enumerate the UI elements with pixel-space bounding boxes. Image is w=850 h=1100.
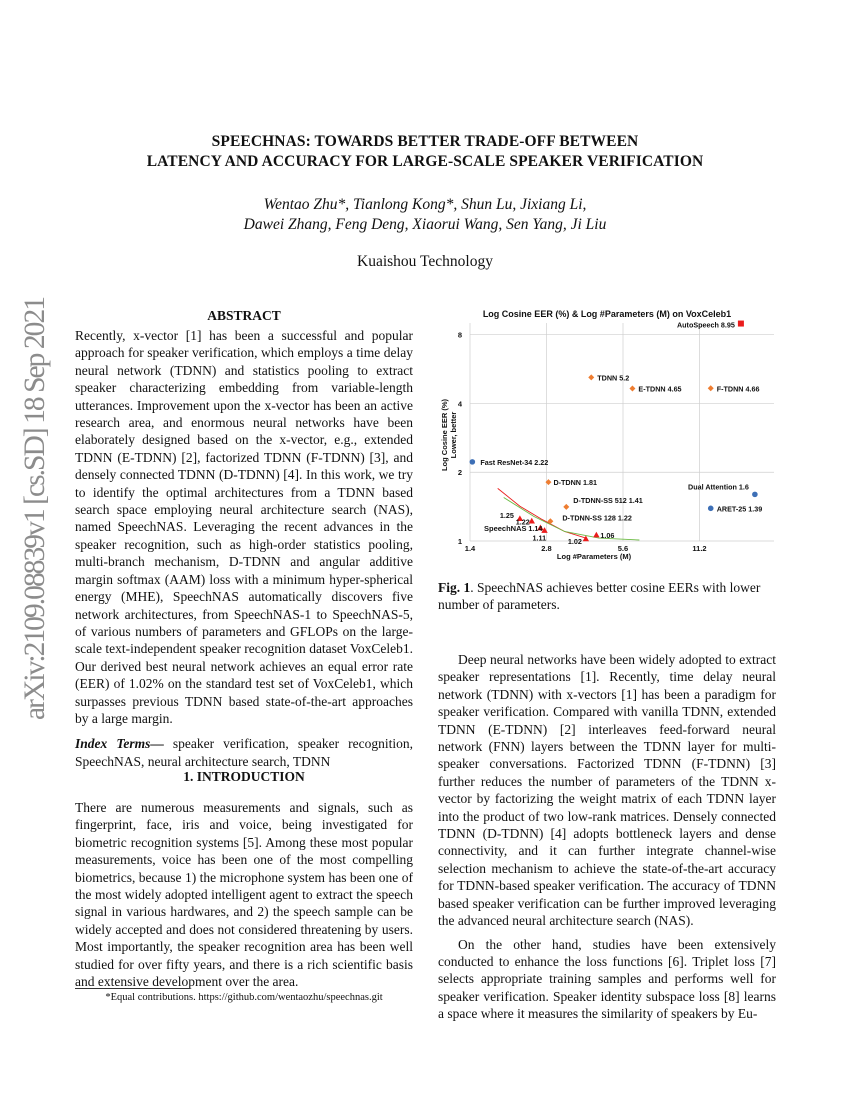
point-label: F-TDNN 4.66 [716, 384, 760, 394]
figure-1 [438, 305, 776, 565]
y-tick-label: 8 [457, 330, 462, 340]
point-label: 1.06 [600, 531, 615, 541]
chart-title: Log Cosine EER (%) & Log #Parameters (M) on VoxCeleb1 [482, 309, 732, 319]
x-tick-label: 2.8 [541, 544, 552, 553]
footnote-rule [75, 988, 190, 989]
abstract-heading: ABSTRACT [207, 308, 281, 323]
circle-marker [752, 492, 758, 498]
point-label: AutoSpeech 8.95 [676, 320, 735, 330]
point-label: Dual Attention 1.6 [688, 482, 749, 492]
figure-1-caption-label: Fig. 1 [438, 580, 471, 595]
introduction-para-1: There are numerous measurements and signals, such as fingerprint, face, iris and voice, being investigated for biometric recognition systems [5]. Among these most popular measurements, voice has been one of the most compelling biometrics, because 1) the microphone system has been one of the most widely adopted intelligent agent to extract the speech signal in various hardwares, and 2) the speech sample can be widely accepted and does not considered threatening by users. Most importantly, the speaker recognition area has been well studied for over fifty years, and there is a rich scientific basis and extensive development over the area. [75, 800, 413, 990]
point-label: ARET-25 1.39 [716, 504, 763, 514]
diamond-marker [708, 385, 714, 391]
diamond-marker [588, 374, 594, 380]
point-label: 1.22 [515, 517, 530, 527]
x-tick-label: 11.2 [692, 544, 707, 553]
point-label: 1.14 [528, 523, 543, 533]
authors-line-2: Dawei Zhang, Feng Deng, Xiaorui Wang, Sen Yang, Ji Liu [243, 216, 607, 233]
title-line-1: SPEECHNAS: TOWARDS BETTER TRADE-OFF BETWEEN [211, 133, 639, 150]
chart-ylabel-2: Lower, better [449, 411, 458, 459]
affiliation: Kuaishou Technology [357, 253, 493, 270]
point-label: D-TDNN 1.81 [553, 478, 597, 488]
circle-marker [470, 459, 476, 465]
index-terms-label: Index Terms— [75, 736, 164, 752]
arxiv-stamp-text: arXiv:2109.08839v1 [cs.SD] 18 Sep 2021 [19, 296, 51, 720]
square-marker [738, 321, 744, 327]
footnote: *Equal contributions. https://github.com/wentaozhu/speechnas.git [105, 992, 383, 1003]
x-tick-label: 5.6 [617, 544, 629, 553]
right-column-body [438, 651, 776, 1023]
point-label: D-TDNN-SS 128 1.22 [562, 513, 632, 523]
chart-ylabel: Log Cosine EER (%) [440, 398, 449, 472]
point-label: TDNN 5.2 [597, 373, 630, 383]
point-label: 1.11 [532, 533, 547, 543]
diamond-marker [563, 504, 569, 510]
figure-1-caption [438, 579, 776, 614]
chart-xlabel: Log #Parameters (M) [556, 552, 632, 561]
authors [0, 195, 850, 235]
x-tick-label: 1.4 [464, 544, 476, 553]
figure-1-caption-text: . SpeechNAS achieves better cosine EERs with lower number of parameters. [438, 580, 761, 613]
y-tick-label: 4 [457, 399, 462, 409]
paper-title [0, 132, 850, 172]
arxiv-stamp [12, 296, 52, 720]
y-tick-label: 1 [457, 537, 462, 546]
chart-points [470, 321, 763, 546]
abstract-text: Recently, x-vector [1] has been a successful and popular approach for speaker verification, which employs a time delay neural network (TDNN) and statistics pooling to extract speaker characterizing embedding from variable-length utterances. Improvement upon the x-vector has been an active research area, and enormous neural networks have been elaborately designed based on the x-vector, e.g., extended TDNN (E-TDNN) [2], factorized TDNN (F-TDNN) [3], and densely connected TDNN (D-TDNN) [4]. In this work, we try to identify the optimal architectures from a TDNN based search space employing neural architecture search (NAS), named SpeechNAS. Leveraging the recent advances in the speaker recognition, such as high-order statistics pooling, multi-branch mechanism, D-TDNN and angular additive margin softmax (AAM) loss with a minimum hyper-spherical energy (MHE), SpeechNAS automatically discovers five network architectures, from SpeechNAS-1 to SpeechNAS-5, of various numbers of parameters and GFLOPs on the large-scale text-independent speaker recognition dataset VoxCeleb1. Our derived best neural network achieves an equal error rate (EER) of 1.02% on the standard test set of VoxCeleb1, which surpasses previous TDNN based state-of-the-art approaches by a large margin. [75, 328, 413, 726]
point-label: D-TDNN-SS 512 1.41 [573, 495, 643, 505]
point-label: 1.25 [499, 510, 514, 520]
point-label: E-TDNN 4.65 [638, 384, 682, 394]
right-para-1: Deep neural networks have been widely adopted to extract speaker representations [1]. Recently, time delay neural network (TDNN) with x-vectors [1] has been a paradigm for speaker verification. Compared with vanilla TDNN, extended TDNN (E-TDNN) [2] interleaves feed-forward neural network (FNN) layers between the TDNN layer for multi-speaker conversations. Factorized TDNN (F-TDNN) [3] further reduces the number of parameters of the TDNN x-vector by factorizing the weight matrix of each TDNN layer into the product of two low-rank matrices. Densely connected TDNN (D-TDNN) [4] adopts bottleneck layers and dense connectivity, and it can further integrate channel-wise selection mechanism to achieve the state-of-the-art accuracy for TDNN-based speaker verification. The accuracy of TDNN based speaker verification can be further improved leveraging the advanced neural architecture search (NAS). [438, 652, 776, 929]
authors-line-1: Wentao Zhu*, Tianlong Kong*, Shun Lu, Jixiang Li, [263, 196, 587, 213]
triangle-marker [593, 532, 599, 538]
point-label: Fast ResNet-34 2.22 [480, 457, 549, 467]
introduction-heading: 1. INTRODUCTION [183, 769, 305, 784]
abstract-section [75, 308, 413, 770]
introduction-section [75, 769, 413, 990]
y-tick-label: 2 [457, 468, 462, 478]
figure-1-chart [438, 305, 776, 565]
point-label: 1.02 [567, 537, 582, 547]
index-terms-text: speaker verification, speaker recognition, SpeechNAS, neural architecture search, TDNN [75, 736, 413, 769]
right-para-2: On the other hand, studies have been extensively conducted to enhance the loss functions [6]. Triplet loss [7] selects appropriate training samples and performs well for speaker verification. Speaker identity subspace loss [8] learns a space where it measures the similarity of speakers by Eu- [438, 936, 776, 1022]
chart-annotation-speechnas: SpeechNAS [484, 524, 527, 533]
index-terms [75, 735, 413, 770]
title-line-2: LATENCY AND ACCURACY FOR LARGE-SCALE SPEAKER VERIFICATION [146, 153, 704, 170]
diamond-marker [629, 386, 635, 392]
circle-marker [708, 506, 714, 512]
